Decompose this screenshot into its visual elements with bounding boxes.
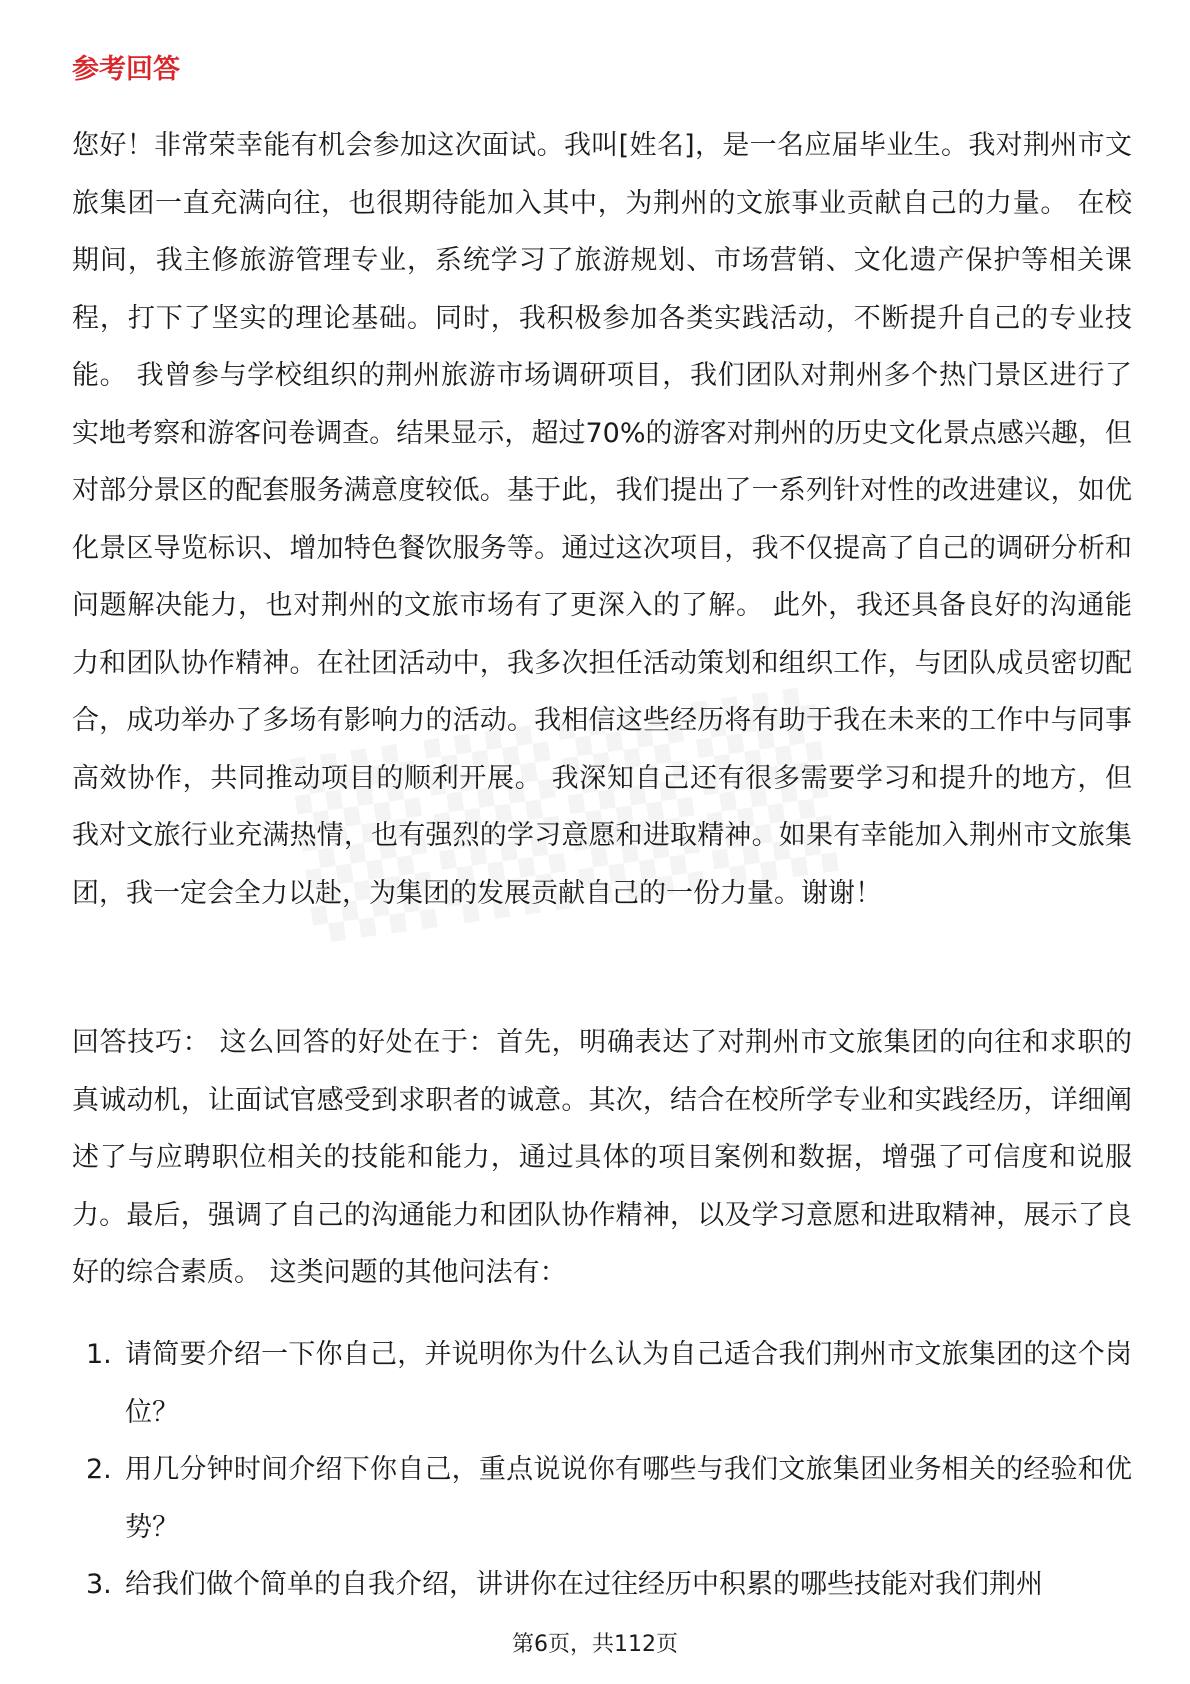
answer-paragraph: 您好！非常荣幸能有机会参加这次面试。我叫[姓名]，是一名应届毕业生。我对荆州市文旅集团一直充满向往，也很期待能加入其中，为荆州的文旅事业贡献自己的力量。 在校期间，我主修旅游管理专业，系统学习了旅游规划、市场营销、文化遗产保护等相关课程，打下了坚实的理论基础。同时，我积极参加各类实践活动，不断提升自己的专业技能。 我曾参与学校组织的荆州旅游市场调研项目，我们团队对荆州多个热门景区进行了实地考察和游客问卷调查。结果显示，超过70%的游客对荆州的历史文化景点感兴趣，但对部分景区的配套服务满意度较低。基于此，我们提出了一系列针对性的改进建议，如优化景区导览标识、增加特色餐饮服务等。通过这次项目，我不仅提高了自己的调研分析和问题解决能力，也对荆州的文旅市场有了更深入的了解。 此外，我还具备良好的沟通能力和团队协作精神。在社团活动中，我多次担任活动策划和组织工作，与团队成员密切配合，成功举办了多场有影响力的活动。我相信这些经历将有助于我在未来的工作中与同事高效协作，共同推动项目的顺利开展。 我深知自己还有很多需要学习和提升的地方，但我对文旅行业充满热情，也有强烈的学习意愿和进取精神。如果有幸能加入荆州市文旅集团，我一定会全力以赴，为集团的发展贡献自己的一份力量。谢谢！ bbox=[72, 130, 1132, 909]
list-item-number: 1. bbox=[86, 1339, 112, 1370]
alternative-questions-list bbox=[72, 1326, 1132, 1614]
tips-paragraph: 回答技巧： 这么回答的好处在于：首先，明确表达了对荆州市文旅集团的向往和求职的真诚动机，让面试官感受到求职者的诚意。其次，结合在校所学专业和实践经历，详细阐述了与应聘职位相关的技能和能力，通过具体的项目案例和数据，增强了可信度和说服力。最后，强调了自己的沟通能力和团队协作精神，以及学习意愿和进取精神，展示了良好的综合素质。 这类问题的其他问法有： bbox=[72, 1027, 1132, 1288]
list-item-number: 3. bbox=[86, 1569, 112, 1600]
list-item-text: 用几分钟时间介绍下你自己，重点说说你有哪些与我们文旅集团业务相关的经验和优势？ bbox=[125, 1454, 1132, 1543]
page-number: 第6页，共112页 bbox=[512, 1632, 678, 1657]
list-item-text: 给我们做个简单的自我介绍，讲讲你在过往经历中积累的哪些技能对我们荆州 bbox=[125, 1569, 1043, 1600]
list-item-text: 请简要介绍一下你自己，并说明你为什么认为自己适合我们荆州市文旅集团的这个岗位？ bbox=[125, 1339, 1132, 1428]
list-item bbox=[72, 1441, 1132, 1556]
list-item bbox=[72, 1556, 1132, 1614]
section-title: 参考回答 bbox=[72, 54, 180, 85]
list-item-number: 2. bbox=[86, 1454, 112, 1485]
list-item bbox=[72, 1326, 1132, 1441]
